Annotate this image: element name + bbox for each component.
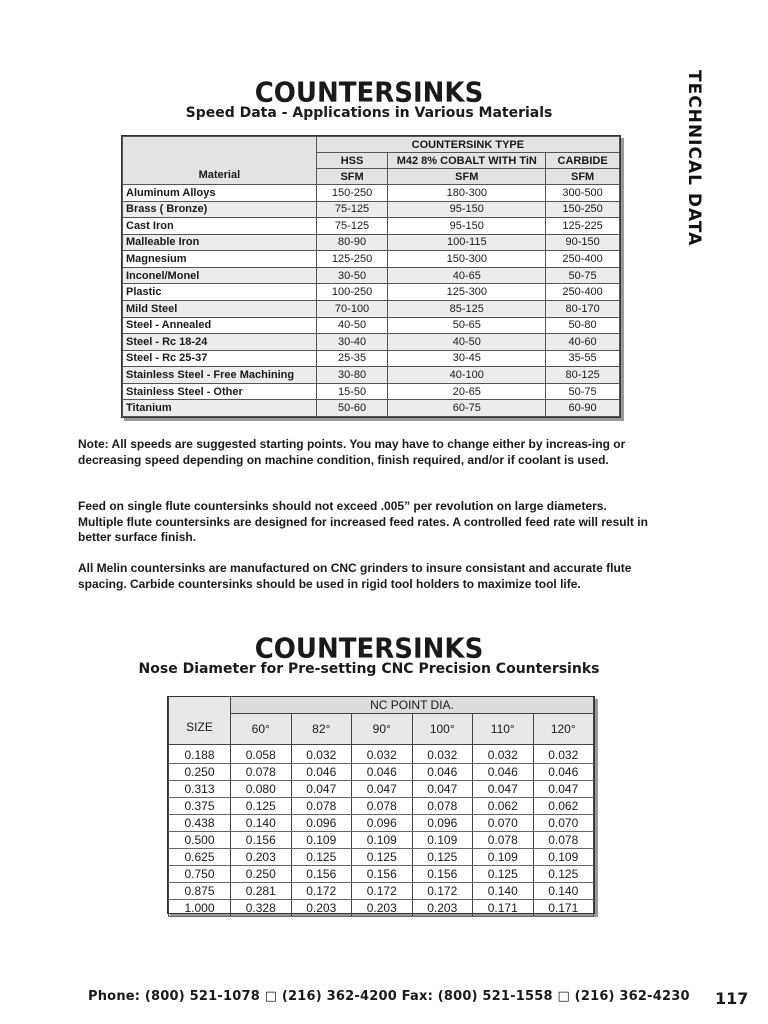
material-cell: Cast Iron (123, 218, 317, 235)
nose-diameter-cell: 0.172 (352, 883, 413, 900)
nose-diameter-cell: 0.070 (473, 815, 534, 832)
nose-diameter-cell: 0.125 (231, 798, 292, 815)
speed-table-row (123, 185, 620, 202)
angle-column-header: 82° (291, 714, 352, 745)
hss-sfm-cell: 40-50 (316, 317, 388, 334)
size-cell: 1.000 (169, 900, 231, 917)
material-cell: Steel - Annealed (123, 317, 317, 334)
nose-diameter-cell: 0.058 (231, 745, 292, 764)
carbide-sfm-cell: 35-55 (546, 350, 620, 367)
nose-diameter-cell: 0.047 (352, 781, 413, 798)
size-cell: 0.438 (169, 815, 231, 832)
nose-diameter-cell: 0.096 (412, 815, 473, 832)
nose-diameter-cell: 0.172 (291, 883, 352, 900)
carbide-sfm-cell: 50-80 (546, 317, 620, 334)
nose-diameter-cell: 0.070 (533, 815, 594, 832)
nose-diameter-cell: 0.109 (533, 849, 594, 866)
speed-section-subtitle: Speed Data - Applications in Various Materials (185, 105, 553, 121)
cobalt-sfm-cell: 85-125 (388, 300, 546, 317)
cobalt-sfm-cell: 40-50 (388, 334, 546, 351)
nose-diameter-cell: 0.140 (231, 815, 292, 832)
cobalt-sfm-cell: 150-300 (388, 251, 546, 268)
nose-diameter-cell: 0.078 (352, 798, 413, 815)
speed-table-row (123, 334, 620, 351)
speed-table-row (123, 267, 620, 284)
speed-table-row (123, 350, 620, 367)
nose-diameter-cell: 0.125 (352, 849, 413, 866)
nose-diameter-cell: 0.047 (533, 781, 594, 798)
hss-sfm-cell: 100-250 (316, 284, 388, 301)
angle-column-header: 120° (533, 714, 594, 745)
nose-diameter-cell: 0.046 (412, 764, 473, 781)
material-cell: Aluminum Alloys (123, 185, 317, 202)
speed-data-table-frame (121, 135, 621, 418)
nose-diameter-cell: 0.046 (352, 764, 413, 781)
nose-diameter-cell: 0.046 (291, 764, 352, 781)
nose-diameter-cell: 0.078 (412, 798, 473, 815)
nose-diameter-cell: 0.156 (352, 866, 413, 883)
nose-diameter-cell: 0.096 (352, 815, 413, 832)
speed-table-row (123, 234, 620, 251)
size-column-header: SIZE (169, 697, 231, 745)
hss-unit-header: SFM (316, 169, 388, 185)
nose-diameter-cell: 0.109 (473, 849, 534, 866)
nose-diameter-cell: 0.109 (352, 832, 413, 849)
nose-diameter-table-frame (167, 696, 595, 914)
nose-table-row (169, 900, 594, 917)
nose-diameter-cell: 0.062 (473, 798, 534, 815)
material-cell: Steel - Rc 18-24 (123, 334, 317, 351)
cobalt-sfm-cell: 100-115 (388, 234, 546, 251)
hss-sfm-cell: 150-250 (316, 185, 388, 202)
nose-diameter-cell: 0.032 (291, 745, 352, 764)
carbide-sfm-cell: 50-75 (546, 267, 620, 284)
hss-sfm-cell: 15-50 (316, 383, 388, 400)
carbide-column-header: CARBIDE (546, 153, 620, 169)
nose-section-title: COUNTERSINKS (254, 633, 484, 665)
hss-sfm-cell: 30-80 (316, 367, 388, 384)
nose-diameter-cell: 0.078 (533, 832, 594, 849)
material-cell: Stainless Steel - Other (123, 383, 317, 400)
cobalt-sfm-cell: 30-45 (388, 350, 546, 367)
nose-diameter-cell: 0.250 (231, 866, 292, 883)
size-cell: 0.375 (169, 798, 231, 815)
nose-diameter-cell: 0.032 (412, 745, 473, 764)
material-cell: Plastic (123, 284, 317, 301)
hss-sfm-cell: 80-90 (316, 234, 388, 251)
nose-diameter-cell: 0.156 (231, 832, 292, 849)
nose-diameter-cell: 0.109 (412, 832, 473, 849)
speed-table-row (123, 251, 620, 268)
nc-point-dia-header: NC POINT DIA. (231, 697, 594, 714)
carbide-sfm-cell: 150-250 (546, 201, 620, 218)
nose-diameter-cell: 0.047 (412, 781, 473, 798)
size-cell: 0.250 (169, 764, 231, 781)
angle-column-header: 110° (473, 714, 534, 745)
material-cell: Brass ( Bronze) (123, 201, 317, 218)
hss-sfm-cell: 30-40 (316, 334, 388, 351)
nose-section-subtitle: Nose Diameter for Pre-setting CNC Precision Countersinks (138, 661, 600, 677)
speed-table-row (123, 367, 620, 384)
nose-diameter-cell: 0.203 (352, 900, 413, 917)
note-paragraph: Note: All speeds are suggested starting points. You may have to change either by increas-ing or decreasing speed depending on machine condition, finish required, and/or if coolant is used. (78, 437, 626, 467)
hss-sfm-cell: 125-250 (316, 251, 388, 268)
size-cell: 0.313 (169, 781, 231, 798)
speed-section-title: COUNTERSINKS (254, 77, 484, 109)
carbide-sfm-cell: 80-125 (546, 367, 620, 384)
nose-diameter-cell: 0.203 (412, 900, 473, 917)
hss-sfm-cell: 30-50 (316, 267, 388, 284)
cobalt-unit-header: SFM (388, 169, 546, 185)
cobalt-sfm-cell: 40-100 (388, 367, 546, 384)
nose-table-row (169, 866, 594, 883)
page-number: 117 (715, 989, 749, 1008)
nose-diameter-cell: 0.078 (291, 798, 352, 815)
cobalt-column-header: M42 8% COBALT WITH TiN (388, 153, 546, 169)
material-cell: Steel - Rc 25-37 (123, 350, 317, 367)
nose-diameter-cell: 0.109 (291, 832, 352, 849)
size-cell: 0.188 (169, 745, 231, 764)
nose-diameter-cell: 0.032 (533, 745, 594, 764)
nose-diameter-cell: 0.047 (291, 781, 352, 798)
feed-paragraph: Feed on single flute countersinks should not exceed .005” per revolution on large diameters. Multiple flute countersinks are designed for increased feed rates. A controlled feed rate will result in better surface finish. (78, 499, 648, 544)
nose-diameter-cell: 0.281 (231, 883, 292, 900)
material-column-header: Material (123, 137, 317, 185)
carbide-sfm-cell: 300-500 (546, 185, 620, 202)
nose-table-row (169, 745, 594, 764)
nose-table-row (169, 815, 594, 832)
carbide-unit-header: SFM (546, 169, 620, 185)
material-cell: Stainless Steel - Free Machining (123, 367, 317, 384)
carbide-sfm-cell: 40-60 (546, 334, 620, 351)
carbide-sfm-cell: 250-400 (546, 251, 620, 268)
carbide-sfm-cell: 60-90 (546, 400, 620, 417)
hss-sfm-cell: 75-125 (316, 201, 388, 218)
nose-diameter-cell: 0.328 (231, 900, 292, 917)
hss-sfm-cell: 75-125 (316, 218, 388, 235)
speed-table-row (123, 317, 620, 334)
speed-table-row (123, 383, 620, 400)
nose-diameter-cell: 0.078 (473, 832, 534, 849)
speed-table-row (123, 400, 620, 417)
nose-diameter-cell: 0.032 (473, 745, 534, 764)
size-cell: 0.625 (169, 849, 231, 866)
speed-table-row (123, 218, 620, 235)
nose-diameter-cell: 0.171 (533, 900, 594, 917)
nose-diameter-cell: 0.171 (473, 900, 534, 917)
nose-diameter-table (168, 697, 594, 917)
hss-sfm-cell: 25-35 (316, 350, 388, 367)
nose-diameter-cell: 0.156 (291, 866, 352, 883)
nose-diameter-cell: 0.203 (291, 900, 352, 917)
material-cell: Titanium (123, 400, 317, 417)
countersink-type-header: COUNTERSINK TYPE (316, 137, 619, 153)
cobalt-sfm-cell: 50-65 (388, 317, 546, 334)
cobalt-sfm-cell: 125-300 (388, 284, 546, 301)
hss-column-header: HSS (316, 153, 388, 169)
nose-table-row (169, 764, 594, 781)
nose-table-row (169, 849, 594, 866)
nose-table-row (169, 832, 594, 849)
speed-table-row (123, 201, 620, 218)
material-cell: Inconel/Monel (123, 267, 317, 284)
nose-diameter-cell: 0.125 (533, 866, 594, 883)
size-cell: 0.500 (169, 832, 231, 849)
cobalt-sfm-cell: 60-75 (388, 400, 546, 417)
hss-sfm-cell: 70-100 (316, 300, 388, 317)
size-cell: 0.875 (169, 883, 231, 900)
nose-diameter-cell: 0.062 (533, 798, 594, 815)
carbide-sfm-cell: 90-150 (546, 234, 620, 251)
carbide-sfm-cell: 250-400 (546, 284, 620, 301)
material-cell: Mild Steel (123, 300, 317, 317)
nose-diameter-cell: 0.046 (473, 764, 534, 781)
nose-table-row (169, 798, 594, 815)
cobalt-sfm-cell: 95-150 (388, 201, 546, 218)
nose-diameter-cell: 0.080 (231, 781, 292, 798)
nose-diameter-cell: 0.156 (412, 866, 473, 883)
nose-diameter-cell: 0.125 (291, 849, 352, 866)
nose-table-row (169, 883, 594, 900)
size-cell: 0.750 (169, 866, 231, 883)
carbide-sfm-cell: 125-225 (546, 218, 620, 235)
cobalt-sfm-cell: 20-65 (388, 383, 546, 400)
carbide-sfm-cell: 80-170 (546, 300, 620, 317)
nose-diameter-cell: 0.032 (352, 745, 413, 764)
carbide-sfm-cell: 50-75 (546, 383, 620, 400)
material-cell: Magnesium (123, 251, 317, 268)
manufacturing-paragraph: All Melin countersinks are manufactured on CNC grinders to insure consistant and accurate flute spacing. Carbide countersinks should be used in rigid tool holders to maximize tool life. (78, 561, 632, 591)
nose-diameter-cell: 0.046 (533, 764, 594, 781)
section-tab-technical-data: TECHNICAL DATA (684, 70, 704, 247)
cobalt-sfm-cell: 95-150 (388, 218, 546, 235)
contact-footer: Phone: (800) 521-1078 □ (216) 362-4200 Fax: (800) 521-1558 □ (216) 362-4230 (88, 989, 690, 1004)
nose-diameter-cell: 0.172 (412, 883, 473, 900)
cobalt-sfm-cell: 40-65 (388, 267, 546, 284)
material-cell: Malleable Iron (123, 234, 317, 251)
angle-column-header: 90° (352, 714, 413, 745)
nose-table-row (169, 781, 594, 798)
nose-diameter-cell: 0.078 (231, 764, 292, 781)
speed-table-row (123, 284, 620, 301)
speed-table-row (123, 300, 620, 317)
hss-sfm-cell: 50-60 (316, 400, 388, 417)
nose-diameter-cell: 0.125 (412, 849, 473, 866)
nose-diameter-cell: 0.047 (473, 781, 534, 798)
nose-diameter-cell: 0.125 (473, 866, 534, 883)
nose-diameter-cell: 0.140 (533, 883, 594, 900)
nose-diameter-cell: 0.140 (473, 883, 534, 900)
cobalt-sfm-cell: 180-300 (388, 185, 546, 202)
angle-column-header: 60° (231, 714, 292, 745)
nose-diameter-cell: 0.203 (231, 849, 292, 866)
angle-column-header: 100° (412, 714, 473, 745)
nose-diameter-cell: 0.096 (291, 815, 352, 832)
speed-data-table (122, 136, 620, 417)
